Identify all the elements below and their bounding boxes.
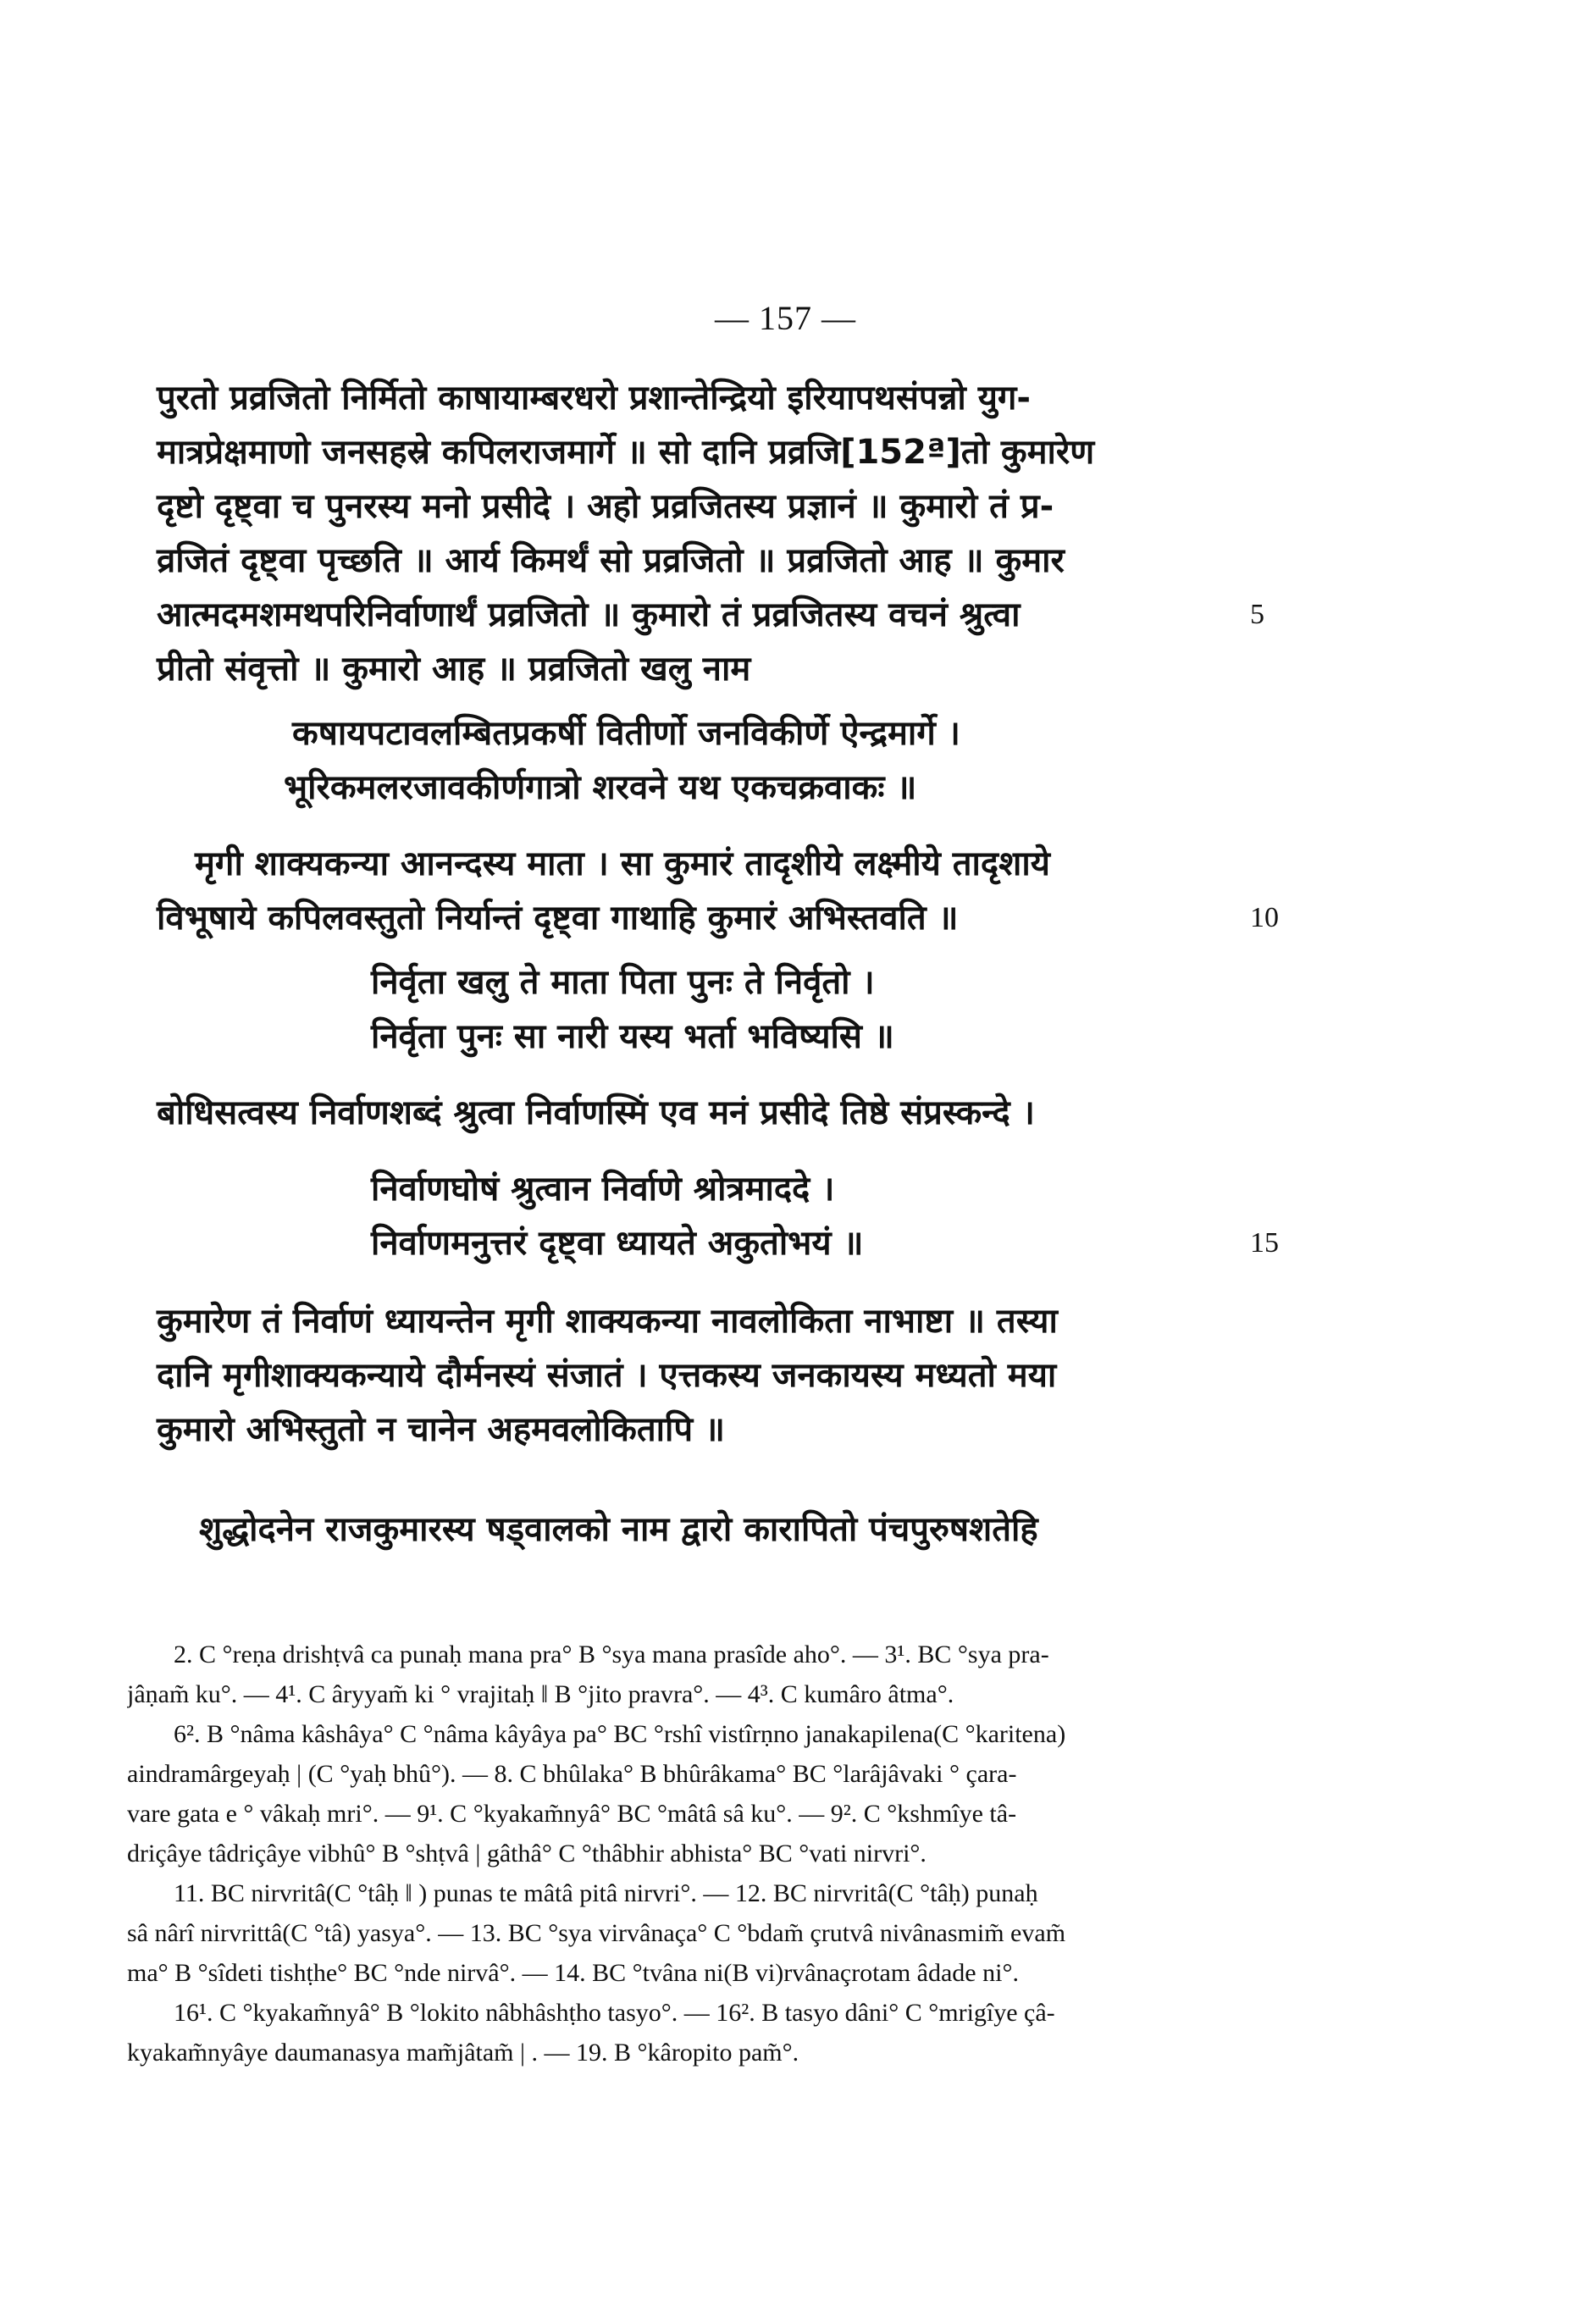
verse-line: कषायपटावलम्बितप्रकर्षी वितीर्णो जनविकीर्णे ऐन्द्रमार्गे । bbox=[292, 714, 960, 753]
note-line: 6². B °nâma kâshâya° C °nâma kâyâya pa° BC °rshî vistîrṇno janakapilena(C °karitena) bbox=[174, 1720, 1066, 1748]
prose-line: विभूषाये कपिलवस्तुतो निर्यान्तं दृष्ट्वा गाथाहि कुमारं अभिस्तवति ॥ bbox=[157, 899, 959, 938]
prose-line: दृष्टो दृष्ट्वा च पुनरस्य मनो प्रसीदे । अहो प्रव्रजितस्य प्रज्ञानं ॥ कुमारो तं प्र- bbox=[157, 487, 1054, 526]
prose-line: कुमारो अभिस्तुतो न चानेन अहमवलोकितापि ॥ bbox=[157, 1410, 725, 1449]
prose-line: शुद्धोदनेन राजकुमारस्य षड्वालको नाम द्वारो कारापितो पंचपुरुषशतेहि bbox=[199, 1510, 1038, 1549]
prose-line: बोधिसत्वस्य निर्वाणशब्दं श्रुत्वा निर्वाणस्मिं एव मनं प्रसीदे तिष्ठे संप्रस्कन्दे । bbox=[157, 1093, 1035, 1132]
critical-notes bbox=[127, 1635, 1236, 2072]
prose-line: प्रीतो संवृत्तो ॥ कुमारो आह ॥ प्रव्रजितो खलु नाम bbox=[157, 650, 751, 689]
prose-line: आत्मदमशमथपरिनिर्वाणार्थं प्रव्रजितो ॥ कुमारो तं प्रव्रजितस्य वचनं श्रुत्वा bbox=[157, 595, 1021, 634]
verse-line: निर्वृता खलु ते माता पिता पुनः ते निर्वृतो । bbox=[371, 963, 875, 1002]
note-line: ma° B °sîdeti tishṭhe° BC °nde nirvâ°. — 14. BC °tvâna ni(B vi)rvânaçrotam âdade ni°. bbox=[127, 1959, 1019, 1987]
verse-line: निर्वाणमनुत्तरं दृष्ट्वा ध्यायते अकुतोभयं ॥ bbox=[371, 1224, 864, 1263]
line-number: 15 bbox=[1250, 1227, 1279, 1259]
note-line: driçâye tâdriçâye vibhû° B °shṭvâ | gâthâ° C °thâbhir abhista° BC °vati nirvri°. bbox=[127, 1840, 927, 1868]
note-line: sâ nârî nirvrittâ(C °tâ) yasya°. — 13. BC °sya virvânaça° C °bdam̃ çrutvâ nivânasmim̃ evam̃ bbox=[127, 1919, 1066, 1947]
line-number: 10 bbox=[1250, 902, 1279, 933]
prose-line: कुमारेण तं निर्वाणं ध्यायन्तेन मृगी शाक्यकन्या नावलोकिता नाभाष्टा ॥ तस्या bbox=[157, 1302, 1058, 1341]
prose-line: व्रजितं दृष्ट्वा पृच्छति ॥ आर्य किमर्थं सो प्रव्रजितो ॥ प्रव्रजितो आह ॥ कुमार bbox=[157, 541, 1065, 580]
note-line: 16¹. C °kyakam̃nyâ° B °lokito nâbhâshṭho tasyo°. — 16². B tasyo dâni° C °mrigîye çâ- bbox=[174, 1999, 1055, 2027]
verse-line: निर्वाणघोषं श्रुत्वान निर्वाणे श्रोत्रमाददे । bbox=[371, 1170, 835, 1209]
note-line: kyakam̃nyâye daumanasya mam̃jâtam̃ | . — 19. B °kâropito pam̃°. bbox=[127, 2039, 799, 2067]
prose-line: दानि मृगीशाक्यकन्याये दौर्मनस्यं संजातं । एत्तकस्य जनकायस्य मध्यतो मया bbox=[157, 1356, 1057, 1395]
verse-line: निर्वृता पुनः सा नारी यस्य भर्ता भविष्यसि ॥ bbox=[371, 1017, 894, 1056]
note-line: aindramârgeyaḥ | (C °yaḥ bhû°). — 8. C bhûlaka° B bhûrâkama° BC °larâjâvaki ° çara- bbox=[127, 1760, 1017, 1788]
page-number: — 157 — bbox=[715, 299, 856, 337]
note-line: 11. BC nirvritâ(C °tâḥ ‖ ) punas te mâtâ pitâ nirvri°. — 12. BC nirvritâ(C °tâḥ) punaḥ bbox=[174, 1879, 1038, 1907]
prose-line: मात्रप्रेक्षमाणो जनसहस्रे कपिलराजमार्गे ॥ सो दानि प्रव्रजि[152ª]तो कुमारेण bbox=[157, 433, 1095, 472]
verse-line: भूरिकमलरजावकीर्णगात्रो शरवने यथ एकचक्रवाकः ॥ bbox=[284, 768, 917, 807]
line-number: 5 bbox=[1250, 599, 1264, 630]
note-line: jâṇam̃ ku°. — 4¹. C âryyam̃ ki ° vrajitaḥ ‖ B °jito pravra°. — 4³. C kumâro âtma°. bbox=[127, 1680, 954, 1708]
note-line: vare gata e ° vâkaḥ mri°. — 9¹. C °kyakam̃nyâ° BC °mâtâ sâ ku°. — 9². C °kshmîye tâ- bbox=[127, 1800, 1017, 1828]
note-line: 2. C °reṇa drishṭvâ ca punaḥ mana pra° B °sya mana prasîde aho°. — 3¹. BC °sya pra- bbox=[174, 1641, 1049, 1668]
prose-line: पुरतो प्रव्रजितो निर्मितो काषायाम्बरधरो प्रशान्तेन्द्रियो इरियापथसंपन्नो युग- bbox=[157, 379, 1032, 418]
prose-line: मृगी शाक्यकन्या आनन्दस्य माता । सा कुमारं तादृशीये लक्ष्मीये तादृशाये bbox=[195, 844, 1050, 883]
